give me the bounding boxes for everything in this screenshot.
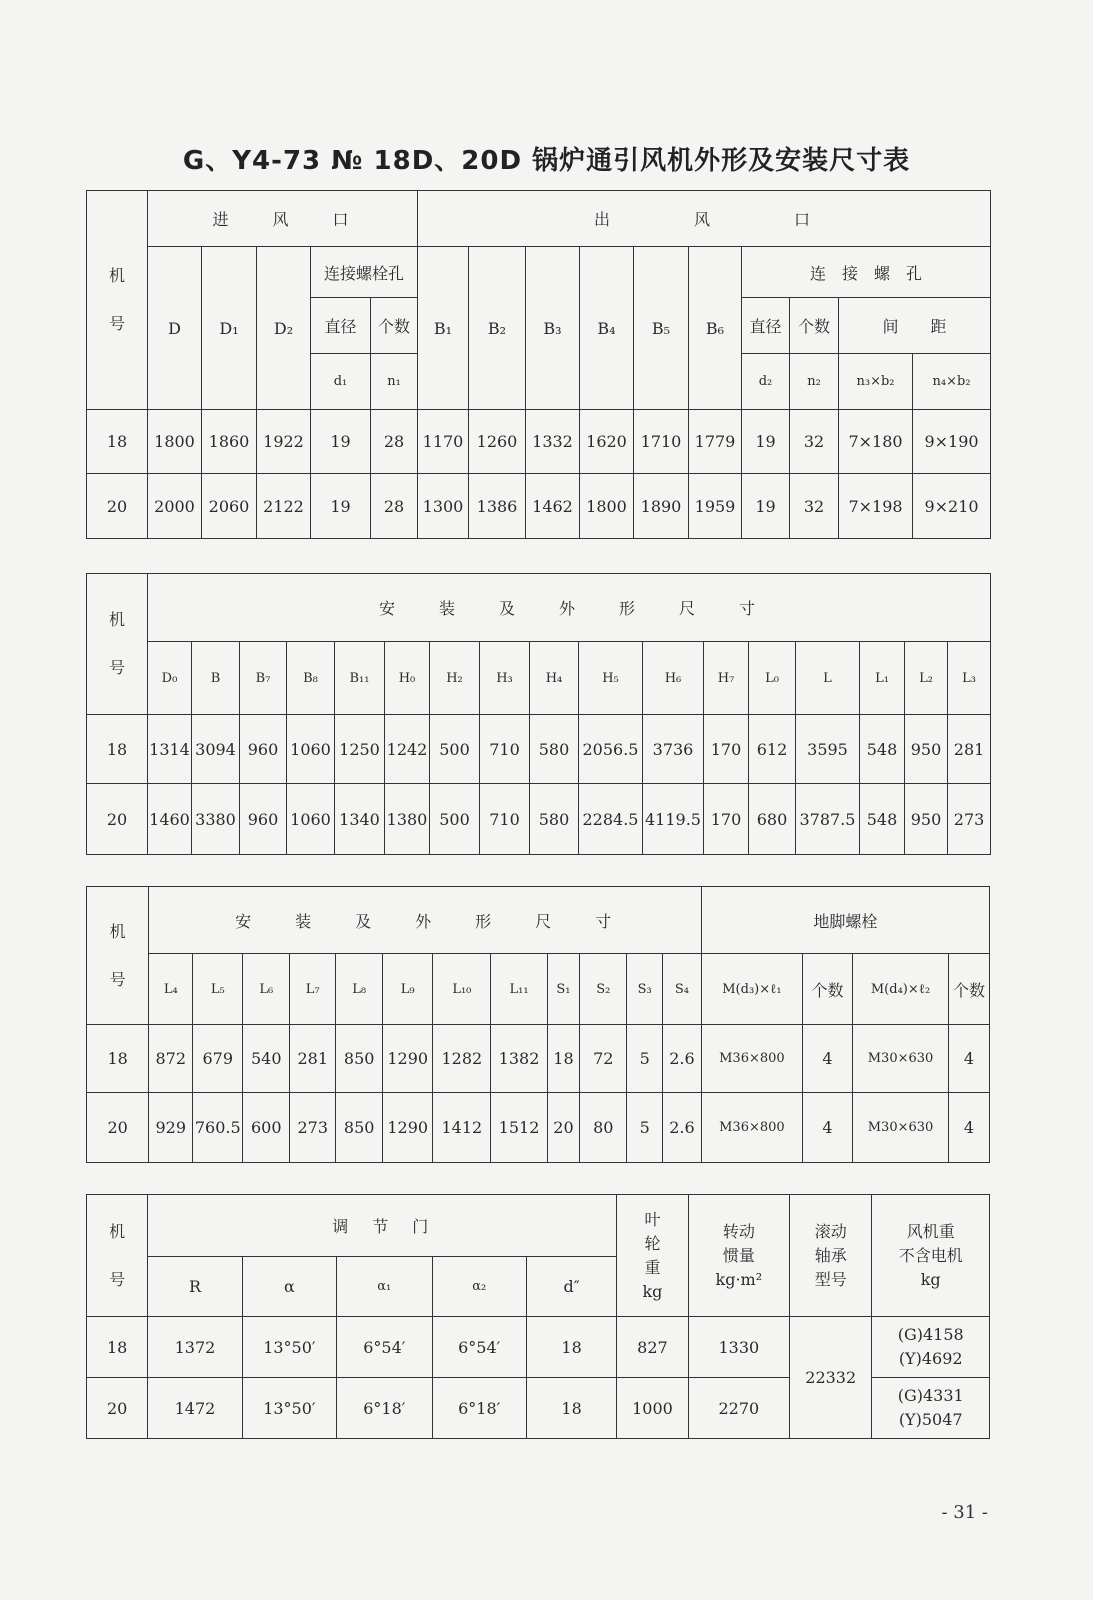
table-cell: 1800 <box>148 410 202 474</box>
table-cell: 32 <box>790 410 839 474</box>
table-cell: 1330 <box>688 1317 789 1378</box>
table-cell: 9×190 <box>913 410 991 474</box>
table-cell: 18 <box>526 1378 616 1439</box>
table-cell: 2060 <box>202 474 257 539</box>
table-cell: 950 <box>905 715 948 784</box>
table-cell: 1290 <box>383 1093 433 1163</box>
table-cell: 1340 <box>335 784 385 855</box>
table-cell: 960 <box>240 715 287 784</box>
page-title: G、Y4-73 № 18D、20D 锅炉通引风机外形及安装尺寸表 <box>182 146 911 176</box>
table-cell: 3736 <box>643 715 704 784</box>
col-H6: H₆ <box>643 642 704 715</box>
table-cell: 20 <box>547 1093 580 1163</box>
table-cell: 1472 <box>148 1378 242 1439</box>
col-L10: L₁₀ <box>433 954 491 1025</box>
table-cell: 872 <box>149 1025 193 1093</box>
table-cell: 19 <box>311 410 371 474</box>
col-L5: L₅ <box>193 954 243 1025</box>
bearing-value: 22332 <box>790 1317 872 1439</box>
col-B3: B₃ <box>526 247 580 410</box>
table-cell: 1412 <box>433 1093 491 1163</box>
col-L11: L₁₁ <box>491 954 547 1025</box>
col-H7: H₇ <box>704 642 749 715</box>
table-cell: 2.6 <box>663 1093 702 1163</box>
table-cell: M30×630 <box>853 1093 949 1163</box>
table-cell: 950 <box>905 784 948 855</box>
table-cell: 7×198 <box>839 474 913 539</box>
table-cell: 20 <box>87 474 148 539</box>
table-cell: 1260 <box>469 410 526 474</box>
table-cell: 170 <box>704 715 749 784</box>
table-cell: 4 <box>802 1093 852 1163</box>
col-L0: L₀ <box>749 642 796 715</box>
col-L2: L₂ <box>905 642 948 715</box>
table-cell: 5 <box>627 1025 663 1093</box>
table-cell: (G)4158 (Y)4692 <box>872 1317 990 1378</box>
table-row <box>87 474 991 539</box>
damper-header: 调 节 门 <box>148 1195 617 1257</box>
col-H5: H₅ <box>579 642 643 715</box>
table-cell: 827 <box>617 1317 688 1378</box>
table-cell: 273 <box>290 1093 336 1163</box>
col-B11: B₁₁ <box>335 642 385 715</box>
machine-no-header: 机 号 <box>87 574 148 715</box>
installation-dimensions-table-2 <box>86 886 990 1163</box>
table-cell: 3094 <box>192 715 240 784</box>
col-H4: H₄ <box>530 642 579 715</box>
machine-no-header: 机 号 <box>87 1195 148 1317</box>
col-alpha2: α₂ <box>432 1257 526 1317</box>
col-H2: H₂ <box>430 642 480 715</box>
table-cell: 1386 <box>469 474 526 539</box>
inlet-outlet-table <box>86 190 991 539</box>
table-cell: 1890 <box>634 474 689 539</box>
col-S3: S₃ <box>627 954 663 1025</box>
table-cell: 760.5 <box>193 1093 243 1163</box>
col-count-2: 个数 <box>949 954 990 1025</box>
outlet-count-header: 个数 <box>790 298 839 354</box>
table-cell: 1460 <box>148 784 192 855</box>
table-cell: 1620 <box>580 410 634 474</box>
install-dims-header: 安 装 及 外 形 尺 寸 <box>149 887 702 954</box>
table-row <box>87 784 991 855</box>
col-D2: D₂ <box>257 247 311 410</box>
table-cell: 1242 <box>385 715 430 784</box>
table-cell: 710 <box>480 784 530 855</box>
table-cell: 6°18′ <box>432 1378 526 1439</box>
table-cell: 580 <box>530 784 579 855</box>
col-L: L <box>796 642 860 715</box>
col-D0: D₀ <box>148 642 192 715</box>
col-d-double-prime: d″ <box>526 1257 616 1317</box>
table-cell: 2270 <box>688 1378 789 1439</box>
inlet-header: 进 风 口 <box>148 191 418 247</box>
table-cell: 600 <box>243 1093 290 1163</box>
table-cell: M36×800 <box>701 1093 802 1163</box>
table-cell: 1000 <box>617 1378 688 1439</box>
table-cell: 1060 <box>287 784 335 855</box>
inlet-count-header: 个数 <box>371 298 418 354</box>
fan-weight-header: 风机重 不含电机 kg <box>872 1195 990 1317</box>
table-cell: 1300 <box>418 474 469 539</box>
table-cell: 2122 <box>257 474 311 539</box>
col-n1: n₁ <box>371 354 418 410</box>
table-cell: 1372 <box>148 1317 242 1378</box>
table-row <box>87 1025 990 1093</box>
table-cell: 850 <box>336 1025 383 1093</box>
damper-weight-table <box>86 1194 990 1439</box>
table-cell: 710 <box>480 715 530 784</box>
col-d1: d₁ <box>311 354 371 410</box>
table-cell: 612 <box>749 715 796 784</box>
table-cell: 679 <box>193 1025 243 1093</box>
col-L7: L₇ <box>290 954 336 1025</box>
table-cell: 28 <box>371 410 418 474</box>
table-cell: 19 <box>311 474 371 539</box>
table-row <box>87 1317 990 1378</box>
table-cell: 4 <box>802 1025 852 1093</box>
col-B8: B₈ <box>287 642 335 715</box>
col-alpha1: α₁ <box>337 1257 432 1317</box>
col-L4: L₄ <box>149 954 193 1025</box>
table-cell: 1860 <box>202 410 257 474</box>
table-cell: 1380 <box>385 784 430 855</box>
table-cell: 2056.5 <box>579 715 643 784</box>
table-cell: 850 <box>336 1093 383 1163</box>
col-D: D <box>148 247 202 410</box>
col-B: B <box>192 642 240 715</box>
table-cell: 2000 <box>148 474 202 539</box>
table-cell: 540 <box>243 1025 290 1093</box>
col-H0: H₀ <box>385 642 430 715</box>
machine-no-header: 机 号 <box>87 887 149 1025</box>
col-L1: L₁ <box>860 642 905 715</box>
table-cell: 580 <box>530 715 579 784</box>
table-cell: 18 <box>526 1317 616 1378</box>
table-cell: 1314 <box>148 715 192 784</box>
table-cell: 1382 <box>491 1025 547 1093</box>
table-cell: 548 <box>860 715 905 784</box>
table-cell: 1779 <box>689 410 742 474</box>
col-R: R <box>148 1257 242 1317</box>
col-B6: B₆ <box>689 247 742 410</box>
col-n2: n₂ <box>790 354 839 410</box>
col-count-1: 个数 <box>802 954 852 1025</box>
outlet-dia-header: 直径 <box>742 298 790 354</box>
col-B4: B₄ <box>580 247 634 410</box>
table-cell: M30×630 <box>853 1025 949 1093</box>
outlet-header: 出 风 口 <box>418 191 991 247</box>
col-B1: B₁ <box>418 247 469 410</box>
table-cell: 18 <box>87 1317 148 1378</box>
page-number: - 31 - <box>941 1502 988 1523</box>
table-cell: 1290 <box>383 1025 433 1093</box>
table-cell: 680 <box>749 784 796 855</box>
table-cell: M36×800 <box>701 1025 802 1093</box>
table-cell: 6°18′ <box>337 1378 432 1439</box>
table-cell: 1282 <box>433 1025 491 1093</box>
table-cell: 32 <box>790 474 839 539</box>
col-L9: L₉ <box>383 954 433 1025</box>
table-cell: 1170 <box>418 410 469 474</box>
table-cell: 18 <box>547 1025 580 1093</box>
col-S4: S₄ <box>663 954 702 1025</box>
table-cell: 4119.5 <box>643 784 704 855</box>
col-d2: d₂ <box>742 354 790 410</box>
table-cell: 960 <box>240 784 287 855</box>
table-cell: 18 <box>87 410 148 474</box>
spacing-header: 间 距 <box>839 298 991 354</box>
machine-no-header: 机 号 <box>87 191 148 410</box>
table-cell: 80 <box>580 1093 627 1163</box>
table-cell: 7×180 <box>839 410 913 474</box>
install-dims-header: 安 装 及 外 形 尺 寸 <box>148 574 991 642</box>
table-cell: 4 <box>949 1025 990 1093</box>
table-cell: 500 <box>430 784 480 855</box>
table-cell: 929 <box>149 1093 193 1163</box>
table-cell: 1332 <box>526 410 580 474</box>
table-cell: (G)4331 (Y)5047 <box>872 1378 990 1439</box>
table-cell: 19 <box>742 410 790 474</box>
col-n4b2: n₄×b₂ <box>913 354 991 410</box>
table-cell: 500 <box>430 715 480 784</box>
table-cell: 170 <box>704 784 749 855</box>
impeller-weight-header: 叶 轮 重 kg <box>617 1195 688 1317</box>
table-cell: 20 <box>87 1093 149 1163</box>
table-cell: 9×210 <box>913 474 991 539</box>
outlet-bolt-holes-header: 连 接 螺 孔 <box>742 247 991 298</box>
table-cell: 1959 <box>689 474 742 539</box>
table-cell: 19 <box>742 474 790 539</box>
col-M-d3-l1: M(d₃)×ℓ₁ <box>701 954 802 1025</box>
table-cell: 2284.5 <box>579 784 643 855</box>
table-cell: 13°50′ <box>242 1378 336 1439</box>
anchor-bolts-header: 地脚螺栓 <box>701 887 989 954</box>
table-cell: 1800 <box>580 474 634 539</box>
table-cell: 1462 <box>526 474 580 539</box>
inertia-header: 转动 惯量 kg·m² <box>688 1195 789 1317</box>
bearing-header: 滚动 轴承 型号 <box>790 1195 872 1317</box>
inlet-dia-header: 直径 <box>311 298 371 354</box>
table-cell: 548 <box>860 784 905 855</box>
table-cell: 1060 <box>287 715 335 784</box>
col-H3: H₃ <box>480 642 530 715</box>
table-cell: 3595 <box>796 715 860 784</box>
col-B5: B₅ <box>634 247 689 410</box>
table-cell: 3787.5 <box>796 784 860 855</box>
table-cell: 281 <box>948 715 991 784</box>
table-cell: 3380 <box>192 784 240 855</box>
col-B2: B₂ <box>469 247 526 410</box>
table-cell: 20 <box>87 784 148 855</box>
table-cell: 20 <box>87 1378 148 1439</box>
table-cell: 281 <box>290 1025 336 1093</box>
table-cell: 72 <box>580 1025 627 1093</box>
table-cell: 1922 <box>257 410 311 474</box>
col-L3: L₃ <box>948 642 991 715</box>
table-row <box>87 1093 990 1163</box>
col-L6: L₆ <box>243 954 290 1025</box>
table-cell: 1512 <box>491 1093 547 1163</box>
table-cell: 13°50′ <box>242 1317 336 1378</box>
col-n3b2: n₃×b₂ <box>839 354 913 410</box>
table-cell: 6°54′ <box>337 1317 432 1378</box>
col-L8: L₈ <box>336 954 383 1025</box>
table-cell: 5 <box>627 1093 663 1163</box>
col-B7: B₇ <box>240 642 287 715</box>
table-cell: 18 <box>87 1025 149 1093</box>
col-S2: S₂ <box>580 954 627 1025</box>
table-cell: 18 <box>87 715 148 784</box>
installation-dimensions-table-1 <box>86 573 991 855</box>
table-cell: 6°54′ <box>432 1317 526 1378</box>
table-cell: 1710 <box>634 410 689 474</box>
table-cell: 2.6 <box>663 1025 702 1093</box>
table-row <box>87 410 991 474</box>
table-cell: 4 <box>949 1093 990 1163</box>
table-cell: 1250 <box>335 715 385 784</box>
col-alpha: α <box>242 1257 336 1317</box>
inlet-bolt-holes-header: 连接螺栓孔 <box>311 247 418 298</box>
col-D1: D₁ <box>202 247 257 410</box>
table-cell: 273 <box>948 784 991 855</box>
table-row <box>87 715 991 784</box>
table-cell: 28 <box>371 474 418 539</box>
col-S1: S₁ <box>547 954 580 1025</box>
col-M-d4-l2: M(d₄)×ℓ₂ <box>853 954 949 1025</box>
